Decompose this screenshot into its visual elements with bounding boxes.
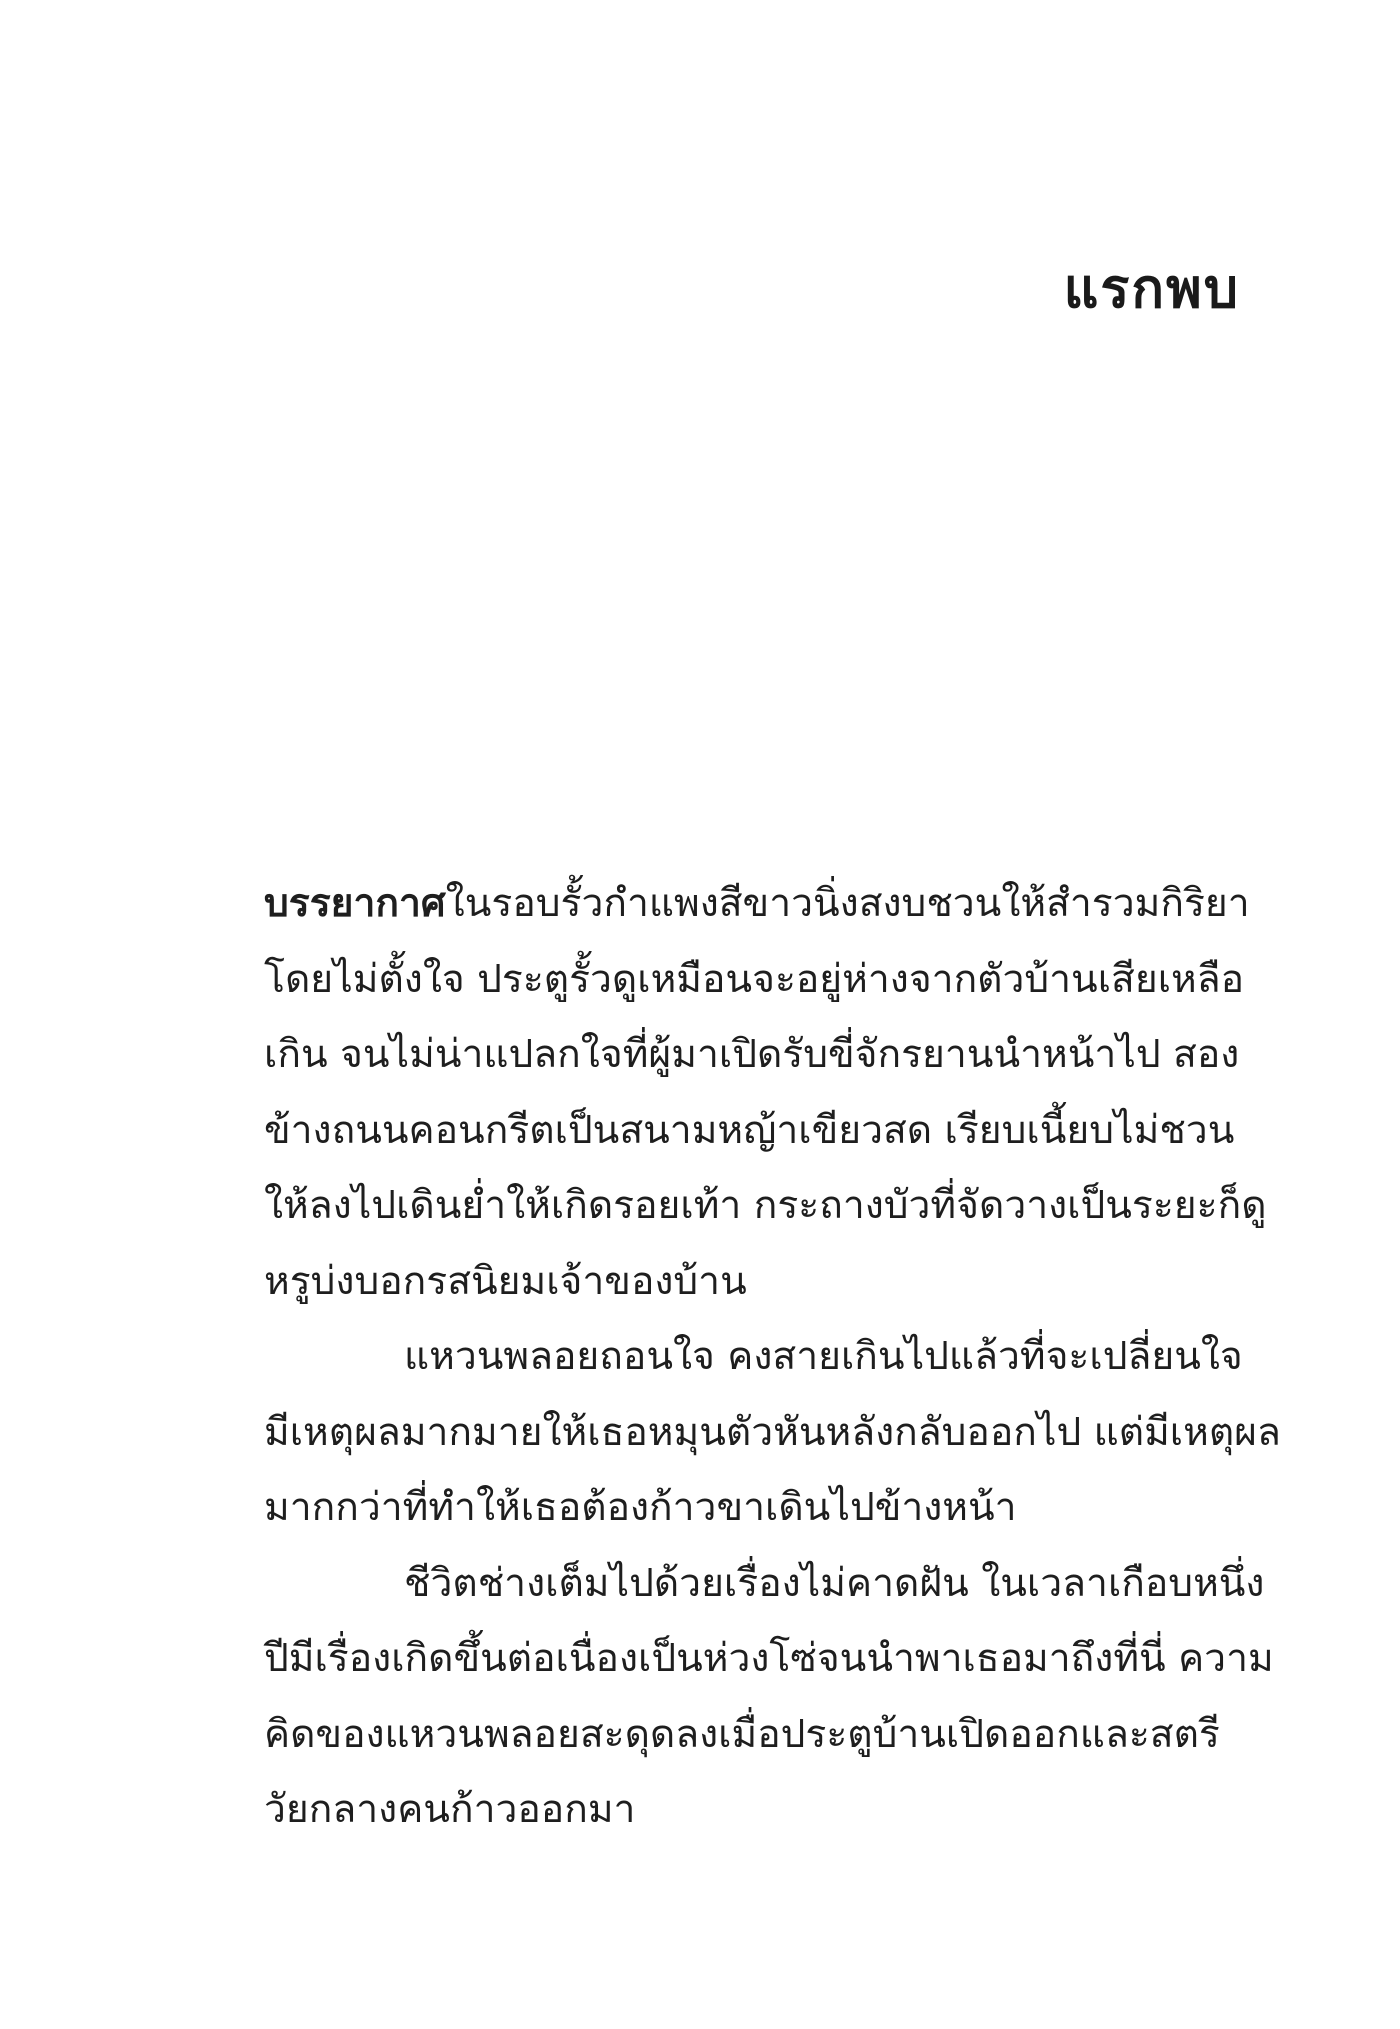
paragraph-line: หรูบ่งบอกรสนิยมเจ้าของบ้าน xyxy=(264,1258,747,1304)
paragraph-line: มีเหตุผลมากมายให้เธอหมุนตัวหันหลังกลับออกไป แต่มีเหตุผล xyxy=(264,1409,1281,1455)
paragraph-line: แหวนพลอยถอนใจ คงสายเกินไปแล้วที่จะเปลี่ยนใจ xyxy=(404,1334,1243,1379)
paragraph-line: โดยไม่ตั้งใจ ประตูรั้วดูเหมือนจะอยู่ห่างจากตัวบ้านเสียเหลือ xyxy=(264,956,1245,1002)
paragraph-line-text: ในรอบรั้วกำแพงสีขาวนิ่งสงบชวนให้สำรวมกิริยา xyxy=(445,881,1250,926)
chapter-title: แรกพบ xyxy=(1063,257,1240,320)
paragraph-line: ให้ลงไปเดินย่ำให้เกิดรอยเท้า กระถางบัวที่จัดวางเป็นระยะก็ดู xyxy=(264,1183,1267,1228)
paragraph-line: เกิน จนไม่น่าแปลกใจที่ผู้มาเปิดรับขี่จักรยานนำหน้าไป สอง xyxy=(264,1032,1240,1077)
lead-word: บรรยากาศ xyxy=(264,880,446,926)
paragraph-line: ปีมีเรื่องเกิดขึ้นต่อเนื่องเป็นห่วงโซ่จนนำพาเธอมาถึงที่นี่ ความ xyxy=(264,1636,1274,1681)
paragraph-line: วัยกลางคนก้าวออกมา xyxy=(264,1787,636,1832)
paragraph-line xyxy=(264,866,1250,942)
chapter-body xyxy=(264,866,1281,1848)
paragraph-line: ข้างถนนคอนกรีตเป็นสนามหญ้าเขียวสด เรียบเนี้ยบไม่ชวน xyxy=(264,1107,1235,1153)
paragraph-line: คิดของแหวนพลอยสะดุดลงเมื่อประตูบ้านเปิดออกและสตรี xyxy=(264,1711,1220,1757)
paragraph-line: มากกว่าที่ทำให้เธอต้องก้าวขาเดินไปข้างหน้า xyxy=(264,1485,1017,1530)
paragraph-line: ชีวิตช่างเต็มไปด้วยเรื่องไม่คาดฝัน ในเวลาเกือบหนึ่ง xyxy=(404,1560,1265,1606)
